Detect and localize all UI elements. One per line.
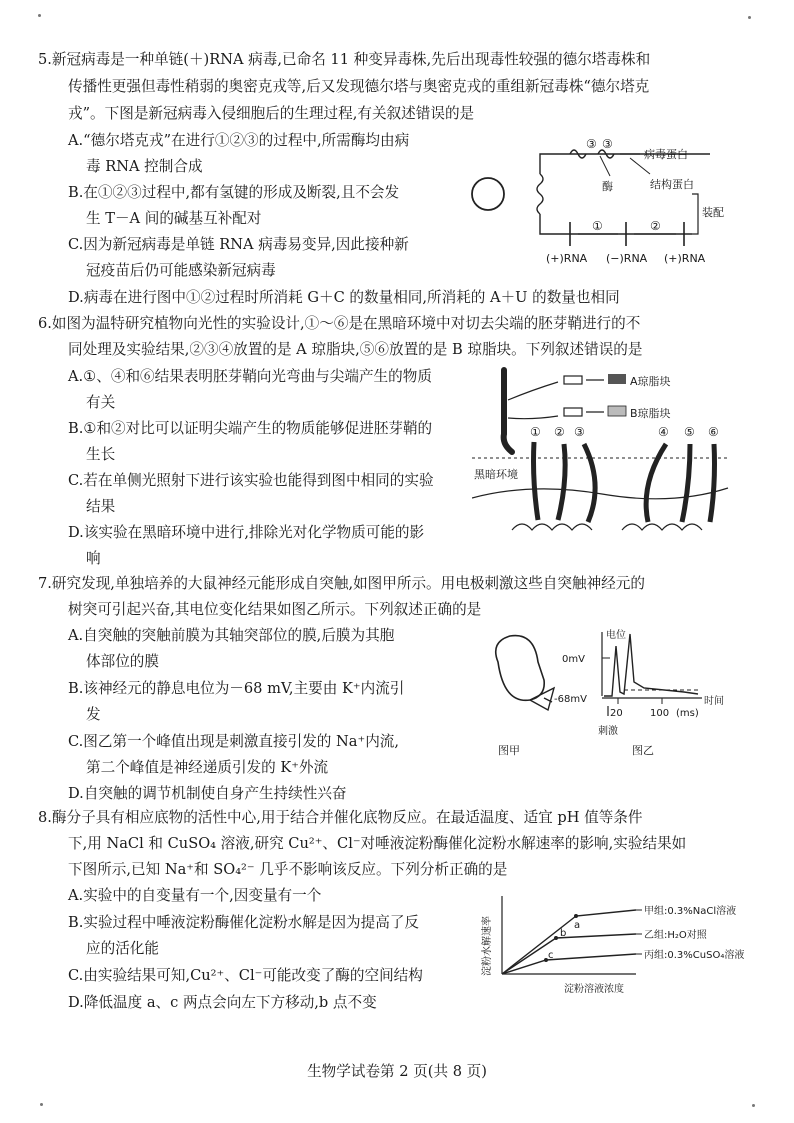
q8-enzyme-chart [476,888,756,1000]
point-a [574,914,578,918]
curve-group-a [502,910,636,974]
page-footer: 生物学试卷第 2 页(共 8 页) [307,1063,487,1080]
treatment-3-label: ③ [574,425,585,439]
viral-coat-protein-label: 病毒蛋白 [644,148,688,161]
point-c-label: c [548,950,554,961]
viral-rna-wave [537,174,543,214]
q5-option-c: C.因为新冠病毒是单链 RNA 病毒易变异,因此接种新 [68,236,409,253]
q8-stem-line3: 下图所示,已知 Na⁺和 SO₄²⁻ 几乎不影响该反应。下列分析正确的是 [68,861,508,878]
plus-rna-label-2: (+)RNA [664,252,706,265]
agar-block-a-filled-icon [608,374,626,384]
q6-coleoptile-figure [472,360,732,570]
enzyme-label: 酶 [602,180,613,193]
arrow-to-enzyme [600,156,610,176]
chart-y-label: 淀粉水解速率 [482,916,493,976]
q5-stem-line1: 5.新冠病毒是一种单链(＋)RNA 病毒,已命名 11 种变异毒株,先后出现毒性较强的德尔塔毒株和 [38,51,651,68]
assembly-label: 装配 [702,206,724,219]
step-3-label-b: ③ [602,137,613,151]
q7-option-a-cont: 体部位的膜 [86,653,159,670]
coleoptile-1 [534,442,539,520]
treatment-1-label: ① [530,425,541,439]
minus-rna-label: (−)RNA [606,252,648,265]
q7-option-a: A.自突触的突触前膜为其轴突部位的膜,后膜为其胞 [68,627,395,644]
point-b [554,936,558,940]
structural-protein-label: 结构蛋白 [650,178,694,191]
point-b-label: b [560,928,567,939]
tick-100-label: 100 [650,708,670,719]
q8-option-b: B.实验过程中唾液淀粉酶催化淀粉水解是因为提高了反 [68,914,420,931]
q6-option-d-cont: 响 [86,550,101,567]
q7-neuron-figure [484,622,744,762]
q7-stem-line2: 树突可引起兴奋,其电位变化结果如图乙所示。下列叙述正确的是 [68,601,482,618]
q6-option-a-cont: 有关 [86,394,116,411]
q7-option-c: C.图乙第一个峰值出现是刺激直接引发的 Na⁺内流, [68,733,400,750]
q7-option-c-cont: 第二个峰值是神经递质引发的 K⁺外流 [86,759,329,776]
legend-group-c: 丙组:0.3%CuSO₄溶液 [644,950,745,961]
dark-environment-label: 黑暗环境 [474,468,518,481]
stimulus-label: 刺激 [598,726,618,737]
resting-mv-label: -68mV [554,694,587,705]
x-ticks [618,698,662,704]
x-axis-label: 时间 [704,696,724,707]
arrow-tip-to-b [508,416,558,419]
point-a-label: a [574,920,581,931]
q8-stem-line2: 下,用 NaCl 和 CuSO₄ 溶液,研究 Cu²⁺、Cl⁻对唾液淀粉酶催化淀粉水解速率的影响,实验结果如 [68,835,687,852]
plus-rna-label-1: (+)RNA [546,252,588,265]
agar-block-a-icon [564,376,582,384]
q6-option-c-cont: 结果 [86,498,116,515]
step-2-label: ② [650,219,661,233]
treatment-6-label: ⑥ [708,425,719,439]
agar-block-b-icon [564,408,582,416]
treatment-4-label: ④ [658,425,669,439]
legend-group-a: 甲组:0.3%NaCl溶液 [644,906,737,917]
figure-b-caption: 图乙 [632,744,654,757]
q8-option-a: A.实验中的自变量有一个,因变量有一个 [68,887,322,904]
q5-option-b: B.在①②③过程中,都有氢键的形成及断裂,且不会发 [68,184,400,201]
q8-option-c: C.由实验结果可知,Cu²⁺、Cl⁻可能改变了酶的空间结构 [68,967,423,984]
step-3-label: ③ [586,137,597,151]
q6-stem-line1: 6.如图为温特研究植物向光性的实验设计,①～⑥是在黑暗环境中对切去尖端的胚芽鞘进行的不 [38,315,641,332]
zero-mv-label: 0mV [562,654,585,665]
q6-option-b: B.①和②对比可以证明尖端产生的物质能够促进胚芽鞘的 [68,420,433,437]
treatment-2-label: ② [554,425,565,439]
coleoptile-5 [682,444,690,522]
replication-line [540,214,692,234]
scan-speck [752,1104,755,1107]
coleoptile-2 [558,444,565,520]
virus-particle [472,178,504,210]
y-axis-label: 电位 [606,630,626,641]
coleoptile-6 [710,444,715,522]
step-1-label: ① [592,219,603,233]
seeds-row [512,524,702,530]
potential-trace [604,634,698,696]
q6-option-a: A.①、④和⑥结果表明胚芽鞘向光弯曲与尖端产生的物质 [68,368,432,385]
q8-option-b-cont: 应的活化能 [86,940,159,957]
q5-option-a: A.“德尔塔克戎”在进行①②③的过程中,所需酶均由病 [68,132,410,149]
legend-group-b: 乙组:H₂O对照 [644,930,707,941]
curve-group-c [502,954,636,974]
q8-stem-line1: 8.酶分子具有相应底物的活性中心,用于结合并催化底物反应。在最适温度、适宜 pH 值等条件 [38,809,643,826]
agar-block-b-filled-icon [608,406,626,416]
q7-option-d: D.自突触的调节机制使自身产生持续性兴奋 [68,785,347,802]
q6-option-d: D.该实验在黑暗环境中进行,排除光对化学物质可能的影 [68,524,425,541]
q6-option-c: C.若在单侧光照射下进行该实验也能得到图中相同的实验 [68,472,434,489]
tick-20-label: 20 [610,708,623,719]
arrow-tip-to-a [508,382,558,400]
treatment-5-label: ⑤ [684,425,695,439]
legend-connectors [636,910,642,954]
time-unit-label: (ms) [676,708,699,719]
q8-option-d: D.降低温度 a、c 两点会向左下方移动,b 点不变 [68,994,377,1011]
q6-stem-line2: 同处理及实验结果,②③④放置的是 A 琼脂块,⑤⑥放置的是 B 琼脂块。下列叙述错误的是 [68,341,643,358]
coleoptile-4 [646,444,666,522]
scan-speck [40,1103,43,1106]
figure-a-caption: 图甲 [498,744,520,757]
q7-stem-line1: 7.研究发现,单独培养的大鼠神经元能形成自突触,如图甲所示。用电极刺激这些自突触神经元的 [38,575,645,592]
scan-speck [38,14,41,17]
q7-option-b-cont: 发 [86,706,101,723]
assembly-bracket [692,194,698,234]
q5-stem-line3: 戎”。下图是新冠病毒入侵细胞后的生理过程,有关叙述错误的是 [68,105,475,122]
agar-block-a-label: A琼脂块 [630,375,671,388]
q5-option-b-cont: 生 T－A 间的碱基互补配对 [86,210,262,227]
q5-option-a-cont: 毒 RNA 控制合成 [86,158,203,175]
chart-x-label: 淀粉溶液浓度 [564,984,624,995]
q5-stem-line2: 传播性更强但毒性稍弱的奥密克戎等,后又发现德尔塔与奥密克戎的重组新冠毒株“德尔塔克 [68,78,650,95]
coleoptile-tip [504,370,512,452]
coleoptile-3 [584,444,595,522]
q5-option-c-cont: 冠疫苗后仍可能感染新冠病毒 [86,262,276,279]
agar-block-b-label: B琼脂块 [630,407,671,420]
neuron-cell-body [496,636,545,701]
q5-option-d: D.病毒在进行图中①②过程时所消耗 G＋C 的数量相同,所消耗的 A＋U 的数量也相同 [68,289,620,306]
q6-option-b-cont: 生长 [86,446,116,463]
q5-virus-figure [470,134,740,270]
q7-option-b: B.该神经元的静息电位为－68 mV,主要由 K⁺内流引 [68,680,405,697]
scan-speck [748,16,751,19]
